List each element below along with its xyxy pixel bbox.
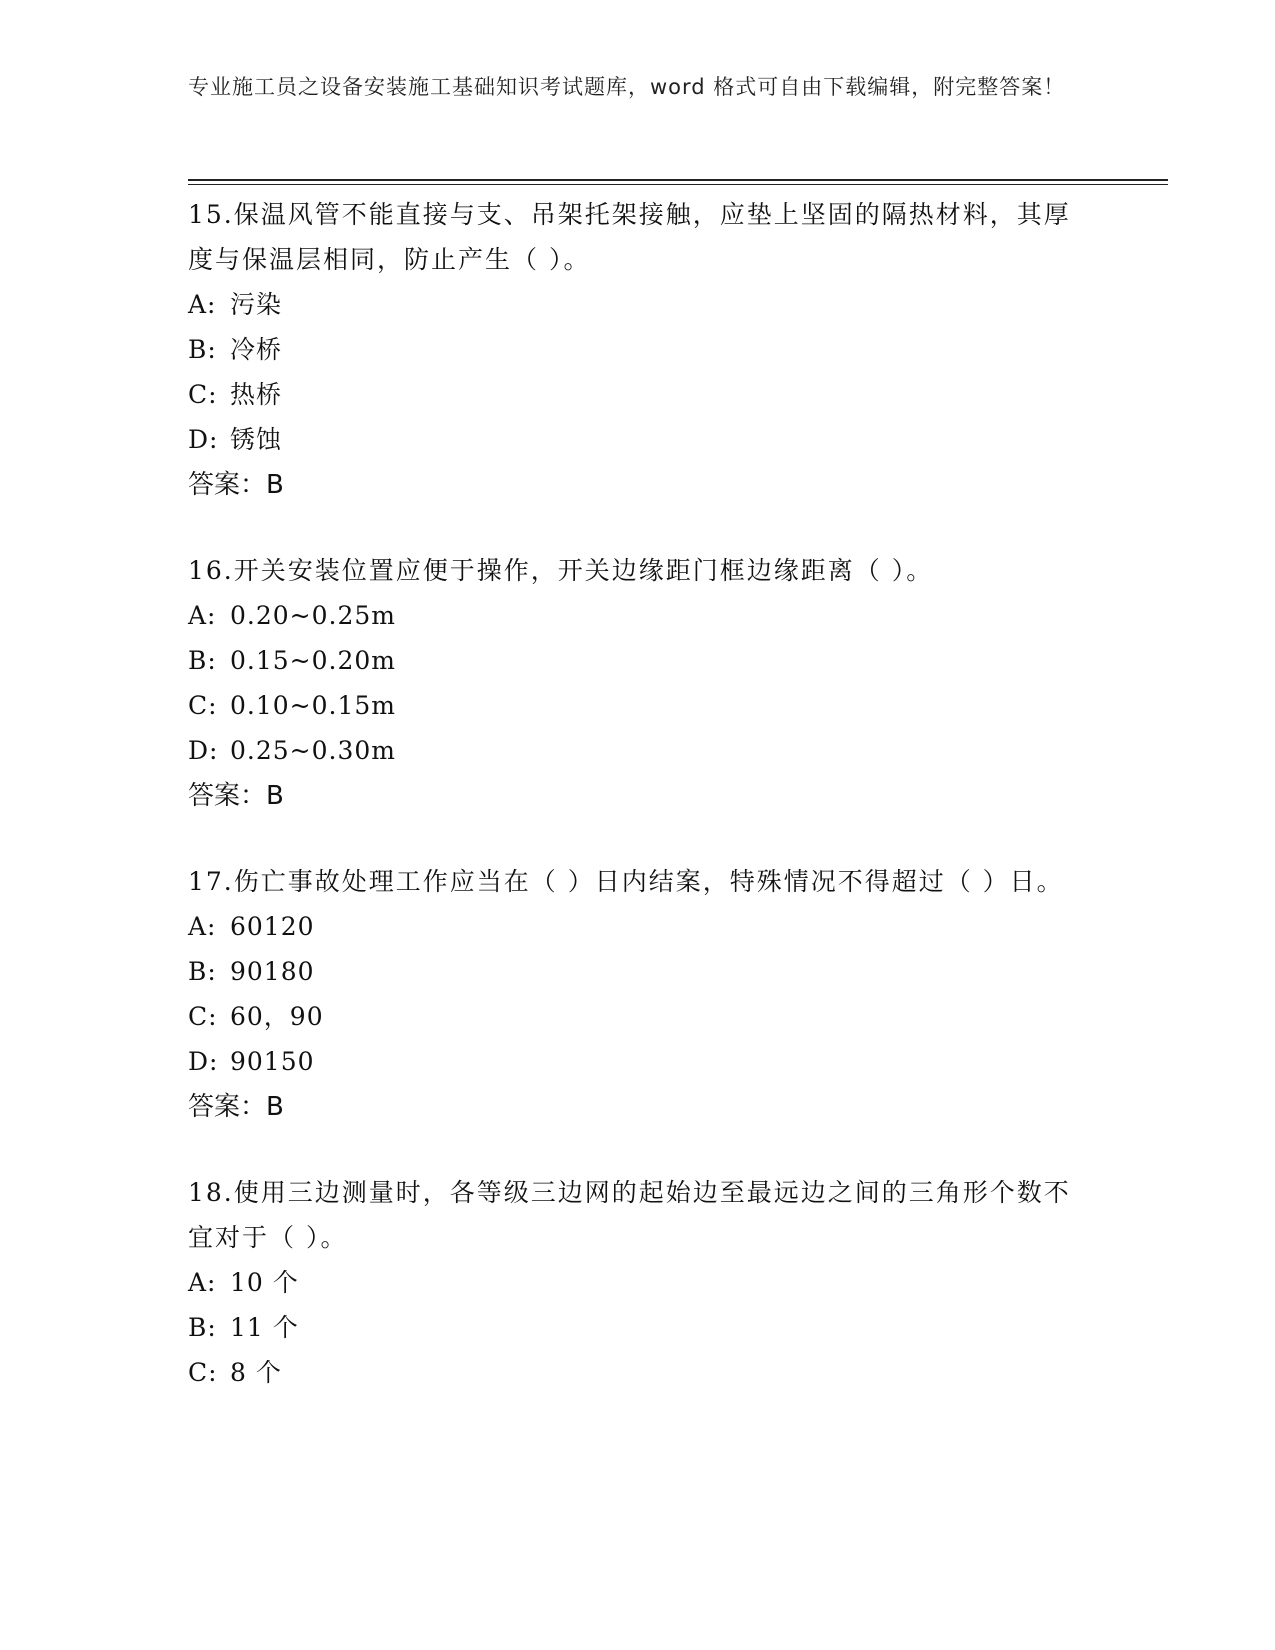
option-b xyxy=(188,327,1088,372)
header-divider-thin xyxy=(188,184,1168,185)
option-text: 90150 xyxy=(230,1047,315,1076)
option-text: 污染 xyxy=(230,290,283,319)
option-text: 60120 xyxy=(230,912,315,941)
option-letter: C: xyxy=(188,691,218,720)
option-c xyxy=(188,1350,1088,1395)
option-letter: A: xyxy=(188,912,217,941)
option-text: 60，90 xyxy=(230,1002,324,1031)
question-stem: 17.伤亡事故处理工作应当在（ ）日内结案，特殊情况不得超过（ ）日。 xyxy=(188,867,1064,896)
option-text: 0.20~0.25m xyxy=(230,601,396,630)
option-letter: A: xyxy=(188,1268,217,1297)
option-text: 热桥 xyxy=(230,380,283,409)
option-c xyxy=(188,683,1088,728)
option-letter: D: xyxy=(188,425,219,454)
question-15 xyxy=(188,192,1088,508)
option-letter: B: xyxy=(188,1313,217,1342)
option-text: 冷桥 xyxy=(230,335,283,364)
option-a xyxy=(188,904,1088,949)
option-text: 8 个 xyxy=(230,1358,282,1387)
option-letter: A: xyxy=(188,290,217,319)
question-list xyxy=(188,192,1088,1435)
answer-line: 答案：B xyxy=(188,781,284,811)
question-16 xyxy=(188,548,1088,819)
option-c xyxy=(188,994,1088,1039)
option-b xyxy=(188,949,1088,994)
option-letter: A: xyxy=(188,601,217,630)
option-letter: D: xyxy=(188,736,219,765)
option-letter: B: xyxy=(188,646,217,675)
question-stem: 16.开关安装位置应便于操作，开关边缘距门框边缘距离（ ）。 xyxy=(188,556,934,585)
option-letter: C: xyxy=(188,380,218,409)
option-a xyxy=(188,1260,1088,1305)
option-b xyxy=(188,638,1088,683)
option-d xyxy=(188,417,1088,462)
option-letter: B: xyxy=(188,335,217,364)
option-text: 0.15~0.20m xyxy=(230,646,396,675)
option-a xyxy=(188,593,1088,638)
option-c xyxy=(188,372,1088,417)
option-letter: C: xyxy=(188,1358,218,1387)
question-stem: 15.保温风管不能直接与支、吊架托架接触，应垫上坚固的隔热材料，其厚度与保温层相同，防止产生（ ）。 xyxy=(188,200,1071,274)
question-18 xyxy=(188,1170,1088,1395)
answer-line: 答案：B xyxy=(188,1092,284,1122)
header-divider-thick xyxy=(188,179,1168,181)
option-text: 11 个 xyxy=(230,1313,299,1342)
option-d xyxy=(188,728,1088,773)
question-17 xyxy=(188,859,1088,1130)
option-text: 锈蚀 xyxy=(230,425,283,454)
option-letter: C: xyxy=(188,1002,218,1031)
option-b xyxy=(188,1305,1088,1350)
answer-line: 答案：B xyxy=(188,470,284,500)
option-text: 0.10~0.15m xyxy=(230,691,396,720)
option-d xyxy=(188,1039,1088,1084)
option-letter: D: xyxy=(188,1047,219,1076)
question-stem: 18.使用三边测量时，各等级三边网的起始边至最远边之间的三角形个数不宜对于（ ）。 xyxy=(188,1178,1071,1252)
option-letter: B: xyxy=(188,957,217,986)
option-text: 90180 xyxy=(230,957,315,986)
option-a xyxy=(188,282,1088,327)
document-header: 专业施工员之设备安装施工基础知识考试题库，word 格式可自由下载编辑，附完整答案！ xyxy=(188,75,1066,99)
option-text: 10 个 xyxy=(230,1268,299,1297)
option-text: 0.25~0.30m xyxy=(230,736,396,765)
